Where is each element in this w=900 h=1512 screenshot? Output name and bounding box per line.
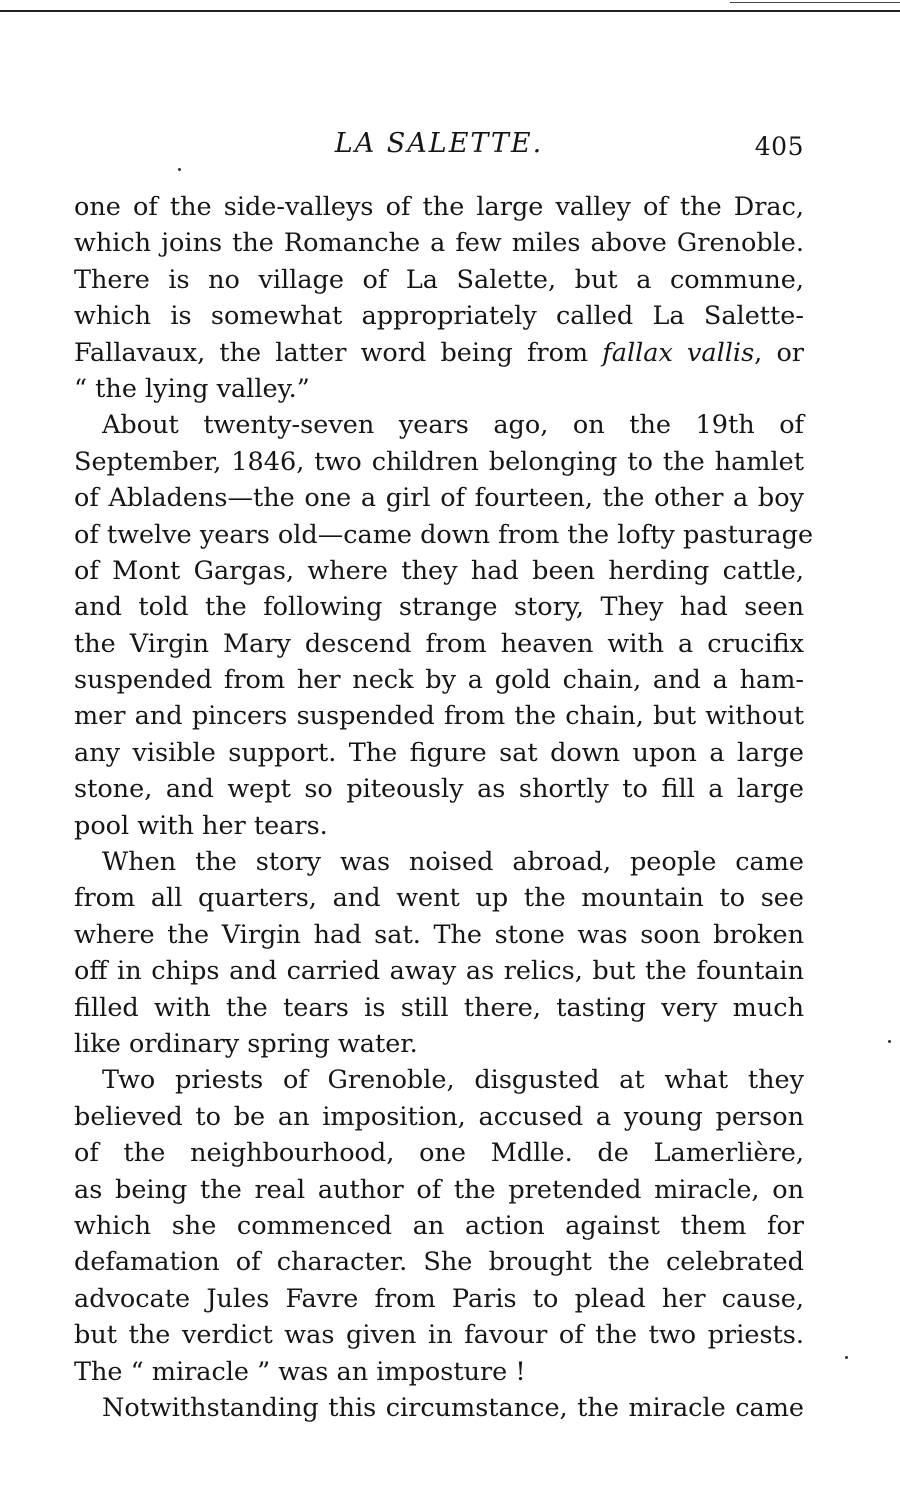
text-line: “ the lying valley.” [74, 373, 310, 404]
page-header [74, 128, 804, 168]
body-text [74, 189, 814, 1426]
text-line: like ordinary spring water. [74, 1028, 418, 1059]
text-line: defamation of character. She brought the celebrated [74, 1247, 804, 1278]
print-speck [178, 168, 181, 171]
text-line: any visible support. The figure sat down upon a large [74, 737, 804, 768]
text-line: as being the real author of the pretended miracle, on [74, 1174, 804, 1205]
print-speck [845, 1356, 848, 1359]
text-line: off in chips and carried away as relics, but the fountain [74, 956, 804, 987]
text-line: suspended from her neck by a gold chain, and a ham- [74, 665, 804, 696]
text-line: Fallavaux, the latter word being from fallax vallis, or [74, 337, 804, 368]
text-line: September, 1846, two children belonging to the hamlet [74, 446, 804, 477]
text-line: from all quarters, and went up the mountain to see [74, 883, 804, 914]
text-line: There is no village of La Salette, but a commune, [74, 264, 804, 295]
text-line: which she commenced an action against them for [74, 1210, 804, 1241]
text-line: Notwithstanding this circumstance, the miracle came [102, 1392, 804, 1423]
text-line: where the Virgin had sat. The stone was soon broken [74, 919, 804, 950]
text-line: one of the side-valleys of the large valley of the Drac, [74, 192, 804, 222]
text-line: of twelve years old—came down from the lofty pasturage [74, 519, 814, 550]
text-line: which is somewhat appropriately called La Salette- [74, 301, 804, 332]
text-line: When the story was noised abroad, people came [102, 847, 804, 878]
running-title: LA SALETTE. [334, 128, 544, 159]
page-number: 405 [754, 132, 804, 161]
text-line: of Mont Gargas, where they had been herding cattle, [74, 555, 804, 586]
text-line: The “ miracle ” was an imposture ! [74, 1356, 526, 1387]
text-line: but the verdict was given in favour of the two priests. [74, 1320, 804, 1351]
text-line: which joins the Romanche a few miles above Grenoble. [74, 228, 804, 259]
text-line: and told the following strange story, They had seen [74, 592, 804, 623]
top-rule [0, 10, 900, 12]
text-line: of the neighbourhood, one Mdlle. de Lamerlière, [74, 1138, 804, 1169]
text-line: Two priests of Grenoble, disgusted at what they [102, 1065, 804, 1096]
top-rule-secondary [730, 2, 900, 3]
text-line: believed to be an imposition, accused a young person [74, 1101, 804, 1132]
text-line: filled with the tears is still there, tasting very much [74, 992, 804, 1023]
print-speck [888, 1040, 891, 1043]
text-line: the Virgin Mary descend from heaven with a crucifix [74, 628, 804, 659]
text-line: pool with her tears. [74, 810, 328, 841]
text-line: advocate Jules Favre from Paris to plead her cause, [74, 1283, 804, 1314]
text-line: of Abladens—the one a girl of fourteen, the other a boy [74, 483, 804, 514]
text-line: mer and pincers suspended from the chain, but without [74, 701, 804, 732]
text-line: About twenty-seven years ago, on the 19th of [102, 410, 804, 441]
text-line: stone, and wept so piteously as shortly to fill a large [74, 774, 804, 805]
